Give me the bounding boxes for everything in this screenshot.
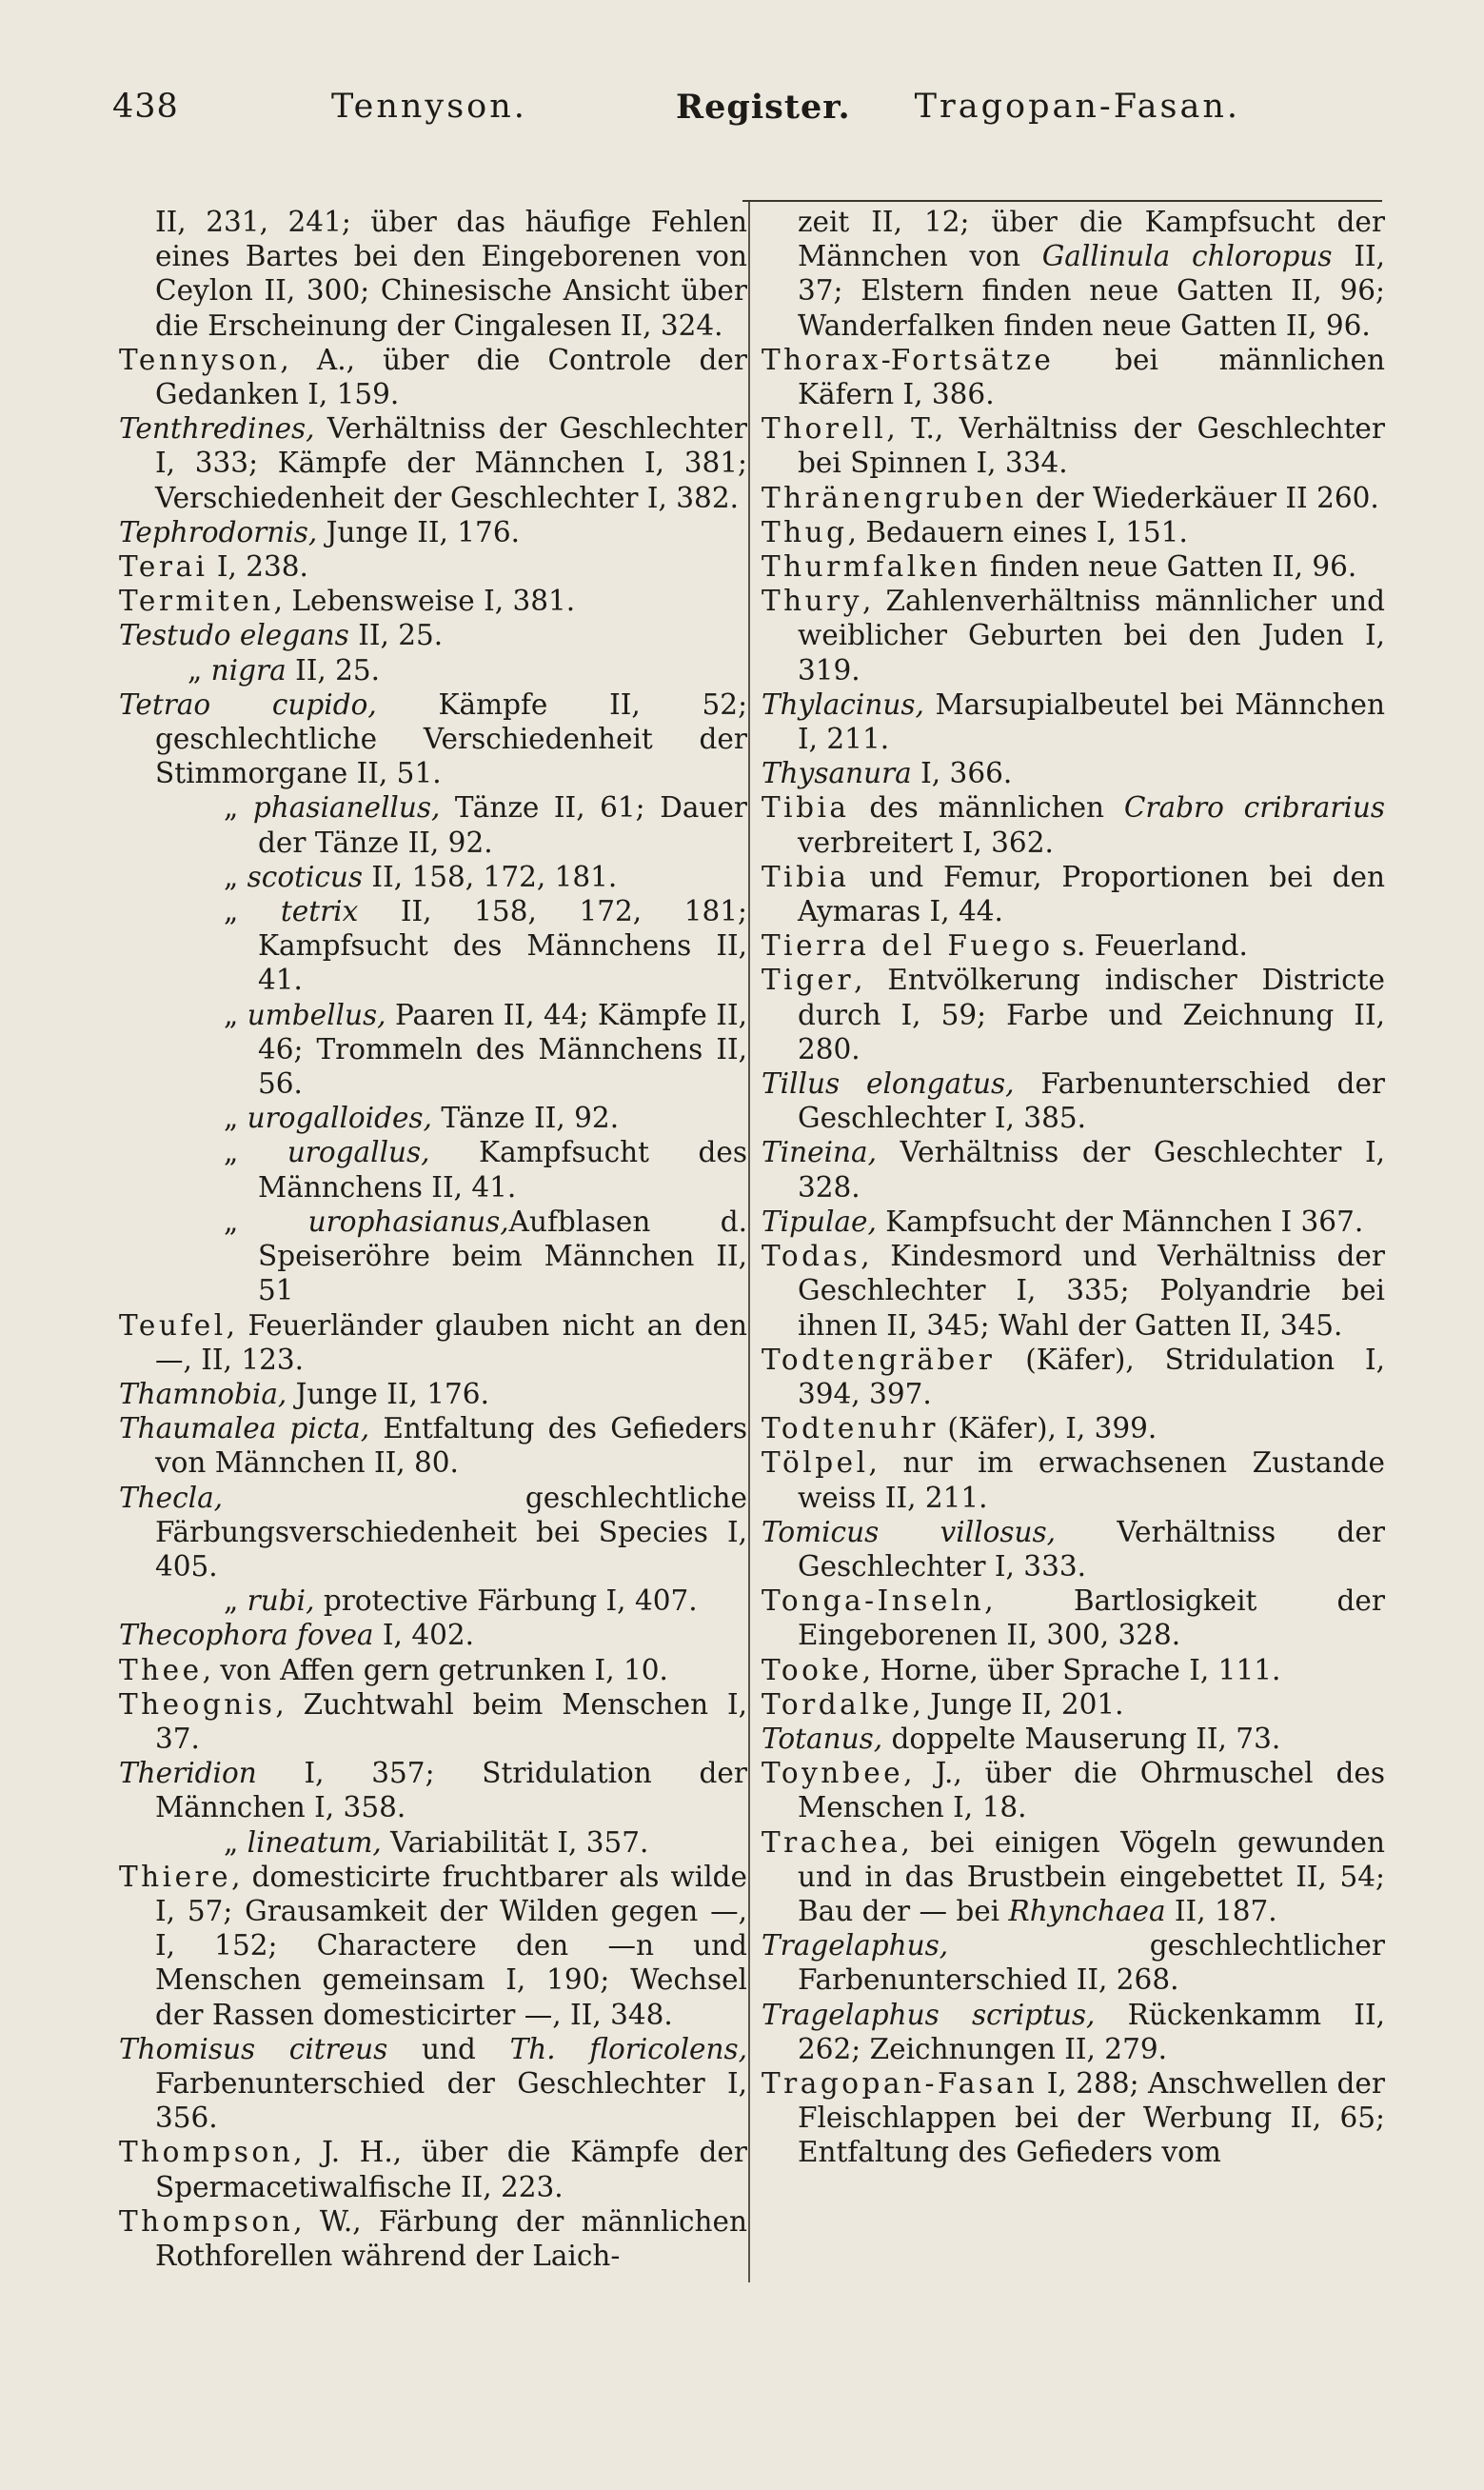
entry-italic-term: Theridion [119,1757,257,1790]
entry-text: , Kindesmord und Verhältniss der Geschlechter I, 335; Polyandrie bei ihnen II, 345; Wahl der Gatten II, 345. [798,1240,1385,1342]
entry-text: , Lebensweise I, 381. [273,585,576,618]
index-entry [762,515,1385,549]
index-entry [119,618,747,652]
entry-headword: Termiten [119,585,274,618]
entry-text: Aufblasen d. Speiseröhre beim Männchen II, 51 [258,1205,747,1307]
entry-headword: Thorax [762,343,881,376]
index-entry [762,1066,1385,1135]
entry-headword: Tölpel [762,1446,869,1480]
entry-italic-term: nigra [210,653,287,687]
index-entry [762,687,1385,756]
entry-italic-term: Rhynchaea [1008,1894,1166,1927]
entry-headword: Trachea [762,1825,901,1859]
entry-italic-term: Thecla, [119,1481,224,1514]
index-entry [762,860,1385,928]
entry-text: „ [224,895,281,928]
entry-text: „ [224,1825,247,1859]
index-entry [762,1584,1385,1652]
entry-text: Kämpfe II, 52; geschlechtliche Verschiedenheit der Stimmorgane II, 51. [155,687,748,790]
entry-text: bei männlichen Käfern I, 386. [798,343,1385,411]
index-entry [119,1860,747,2032]
entry-text: Tänze II, 61; Dauer der Tänze II, 92. [258,791,747,859]
index-entry [119,687,747,791]
entry-text: , Zuchtwahl beim Menschen I, 37. [155,1687,747,1755]
index-entry [119,1411,747,1480]
entry-text: zeit II, 12; über die Kampfsucht der Männchen von [798,206,1385,273]
entry-italic-term: phasianellus, [252,791,441,825]
entry-text: „ [188,653,211,687]
index-entry [119,2135,747,2203]
entry-text: Verhältniss der Geschlechter I, 328. [798,1136,1385,1204]
entry-headword: Theognis [119,1687,276,1721]
entry-italic-term: rubi, [247,1584,315,1618]
entry-text: und [387,2032,510,2065]
index-entry [119,2032,747,2136]
entry-text: I, 288; Anschwellen der Fleischlappen bei der Werbung II, 65; Entfaltung des Gefieders vom [798,2066,1385,2169]
entry-headword: Thompson [119,2136,294,2169]
index-entry [762,1928,1385,1997]
entry-text: , Entvölkerung indischer Districte durch I, 59; Farbe und Zeichnung II, 280. [798,964,1385,1066]
index-subentry [119,894,747,998]
index-entry [119,584,747,618]
entry-italic-term: Tragelaphus, [762,1929,949,1962]
entry-italic-term: urophasianus, [307,1205,509,1238]
entry-headword: Fortsätze [890,343,1055,376]
entry-text: s. Feuerland. [1053,929,1248,963]
index-entry [119,1653,747,1687]
entry-italic-term: Th. floricolens, [509,2032,747,2065]
entry-headword: Tordalke [762,1687,913,1721]
entry-italic-term: Tenthredines, [119,412,315,446]
entry-text: , Feuerländer glauben nicht an den —, II, 123. [155,1308,747,1376]
entry-italic-term: umbellus, [247,998,386,1031]
entry-text: , von Affen gern getrunken I, 10. [202,1653,668,1686]
entry-italic-term: Thaumalea picta, [119,1412,370,1445]
entry-italic-term: urogalloides, [247,1102,432,1135]
entry-text: „ [224,1205,308,1238]
entry-text: II, 187. [1165,1894,1277,1927]
entry-text: „ [224,998,247,1031]
index-subentry [119,1101,747,1135]
entry-text: Marsupialbeutel bei Männchen I, 211. [798,687,1385,756]
entry-text: , A., über die Controle der Gedanken I, 159. [155,343,747,411]
continued-entry [119,205,747,343]
entry-text: des männlichen [849,791,1124,825]
entry-text: , Horne, über Sprache I, 111. [861,1653,1281,1686]
index-entry [762,481,1385,515]
index-entry [762,1515,1385,1584]
index-entry [762,411,1385,480]
entry-text: , nur im erwachsenen Zustande weiss II, 211. [798,1446,1385,1514]
top-rule [742,200,1382,202]
entry-text: (Käfer), I, 399. [938,1412,1158,1445]
index-entry [762,1411,1385,1445]
entry-italic-term: Thecophora fovea [119,1619,374,1652]
entry-headword: Tonga-Inseln [762,1584,985,1618]
entry-headword: Todtengräber [762,1343,996,1376]
entry-italic-term: Crabro cribrarius [1123,791,1385,825]
entry-italic-term: Thomisus citreus [119,2032,388,2065]
index-entry [762,1239,1385,1343]
index-entry [762,756,1385,790]
index-entry [762,1205,1385,1239]
entry-headword: Todas [762,1240,861,1273]
entry-text: finden neue Gatten II, 96. [980,550,1357,584]
entry-headword: Thompson [119,2204,294,2238]
entry-headword: Thiere [119,1860,232,1893]
continued-entry [762,205,1385,343]
entry-text: , T., Verhältniss der Geschlechter bei Spinnen I, 334. [798,412,1385,480]
entry-italic-term: Totanus, [762,1722,883,1755]
left-column [119,205,747,2273]
index-entry [762,343,1385,411]
entry-headword: Toynbee [762,1757,904,1790]
entry-text: , domesticirte fruchtbarer als wilde I, 57; Grausamkeit der Wilden gegen —, I, 152; Charactere den —n und Menschen gemeinsam I, 190; Wechsel der Rassen domesticirter —, II, 348. [155,1860,747,2031]
index-entry [119,411,747,515]
index-entry [762,1722,1385,1756]
entry-text: Entfaltung des Gefieders von Männchen II, 80. [155,1412,748,1480]
entry-text: , Bedauern eines I, 151. [847,515,1188,548]
entry-italic-term: tetrix [280,895,359,928]
index-entry [762,963,1385,1066]
entry-text: „ [224,1136,287,1169]
index-entry [119,1756,747,1824]
entry-headword: Tibia [762,791,850,825]
entry-text: „ [224,860,247,893]
entry-text: I, 357; Stridulation der Männchen I, 358. [155,1757,747,1824]
entry-italic-term: Tetrao cupido, [119,687,377,721]
entry-text: Kampfsucht des Männchens II, 41. [258,1136,747,1204]
entry-italic-term: Tineina, [762,1136,877,1169]
entry-text: „ [224,1102,247,1135]
index-entry [762,1998,1385,2066]
entry-headword: Tooke [762,1653,862,1686]
entry-italic-term: lineatum, [247,1825,382,1859]
entry-headword: Tibia [762,860,850,893]
entry-text: II, 25. [348,619,444,652]
index-subentry [119,1584,747,1618]
left-running-head: Tennyson. [331,88,527,126]
entry-text: Variabilität I, 357. [381,1825,649,1859]
entry-headword: Thränengruben [762,481,1027,514]
index-entry [762,1687,1385,1722]
column-divider [748,202,750,2282]
entry-text: doppelte Mauserung II, 73. [882,1722,1281,1755]
entry-text: II, 37; Elstern finden neue Gatten II, 96; Wanderfalken finden neue Gatten II, 96. [798,240,1386,342]
entry-italic-term: Thylacinus, [762,687,924,721]
entry-italic-term: urogallus, [287,1136,430,1169]
index-entry [119,1481,747,1584]
entry-text: Farbenunterschied der Geschlechter I, 356. [155,2066,747,2135]
entry-italic-term: Tragelaphus scriptus, [762,1998,1096,2031]
index-entry [762,1756,1385,1824]
entry-text: protective Färbung I, 407. [314,1584,698,1618]
entry-text: Verhältniss der Geschlechter I, 333; Kämpfe der Männchen I, 381; Verschiedenheit der Geschlechter I, 382. [155,412,747,514]
entry-headword: Tiger [762,964,855,997]
entry-text: II, 158, 172, 181; Kampfsucht des Männchens II, 41. [258,895,747,997]
entry-italic-term: Thamnobia, [119,1377,287,1410]
index-entry [762,1825,1385,1929]
entry-headword: Thug [762,515,848,548]
entry-text: , J., über die Ohrmuschel des Menschen I, 18. [798,1757,1385,1824]
entry-text: II, 158, 172, 181. [363,860,618,893]
index-entry [119,1308,747,1377]
entry-text: verbreitert I, 362. [798,826,1054,859]
index-subentry [119,998,747,1102]
index-subentry [119,1825,747,1860]
entry-text: II, 231, 241; über das häufige Fehlen eines Bartes bei den Eingeborenen von Ceylon II, 300; Chinesische Ansicht über die Erscheinung der Cingalesen II, 324. [155,206,747,342]
right-column [762,205,1385,2170]
entry-headword: Tierra del Fuego [762,929,1054,963]
entry-headword: Thee [119,1653,203,1686]
index-entry [762,790,1385,859]
entry-text: Junge II, 176. [287,1377,489,1410]
entry-text: - [881,343,891,376]
entry-headword: Teufel [119,1308,227,1342]
entry-text: Verhältniss der Geschlechter I, 333. [798,1515,1385,1583]
index-entry [119,515,747,549]
entry-text: Farbenunterschied der Geschlechter I, 385. [798,1067,1385,1135]
center-running-head: Register. [676,88,851,127]
entry-text: Kampfsucht der Männchen I 367. [876,1205,1364,1238]
entry-headword: Tennyson [119,343,281,376]
page-header [112,88,1240,135]
entry-text: (Käfer), Stridulation I, 394, 397. [798,1343,1385,1410]
index-subentry [119,1205,747,1308]
entry-headword: Terai [119,550,208,584]
entry-text: „ [224,791,253,825]
entry-italic-term: Gallinula chloropus [1041,240,1333,273]
entry-italic-term: Tillus elongatus, [762,1067,1015,1101]
entry-text: I, 402. [373,1619,474,1652]
entry-text: , Junge II, 201. [912,1687,1124,1721]
entry-italic-term: Testudo elegans [119,619,349,652]
index-subentry [119,1135,747,1204]
index-entry [119,343,747,411]
index-entry [119,1377,747,1411]
entry-headword: Thury [762,585,862,618]
entry-text: , bei einigen Vögeln gewunden und in das Brustbein eingebettet II, 54; Bau der — bei [798,1825,1385,1927]
entry-text: Rückenkamm II, 262; Zeichnungen II, 279. [798,1998,1385,2065]
entry-text: II, 25. [286,653,381,687]
index-subentry [119,653,747,687]
entry-text: , W., Färbung der männlichen Rothforellen während der Laich- [155,2204,747,2272]
right-running-head: Tragopan-Fasan. [914,88,1240,126]
entry-text: I, 366. [911,757,1013,790]
entry-text: I, 238. [208,550,308,584]
index-entry [762,1343,1385,1411]
entry-text: der Wiederkäuer II 260. [1026,481,1379,514]
entry-italic-term: Tipulae, [762,1205,877,1238]
entry-italic-term: scoticus [247,860,364,893]
entry-text: , Bartlosigkeit der Eingeborenen II, 300, 328. [798,1584,1385,1652]
page-number: 438 [112,88,179,126]
entry-italic-term: Thysanura [762,757,912,790]
index-entry [762,1445,1385,1514]
entry-italic-term: Tomicus villosus, [762,1515,1056,1548]
index-entry [762,2066,1385,2170]
index-entry [119,1687,747,1756]
entry-italic-term: Tephrodornis, [119,515,318,548]
index-subentry [119,860,747,894]
index-subentry [119,790,747,859]
entry-text: , Zahlenverhältniss männlicher und weiblicher Geburten bei den Juden I, 319. [798,585,1385,687]
index-entry [762,584,1385,687]
entry-text: geschlechtliche Färbungsverschiedenheit bei Species I, 405. [155,1481,747,1583]
entry-text: Paaren II, 44; Kämpfe II, 46; Trommeln des Männchens II, 56. [258,998,747,1101]
index-entry [119,1618,747,1652]
index-entry [119,2204,747,2273]
entry-headword: Thurmfalken [762,550,981,584]
index-entry [762,1653,1385,1687]
entry-text: geschlechtlicher Farbenunterschied II, 268. [798,1929,1385,1997]
entry-text: , J. H., über die Kämpfe der Spermacetiwalfische II, 223. [155,2136,747,2203]
entry-headword: Thorell [762,412,887,446]
entry-text: „ [224,1584,247,1618]
entry-text: und Femur, Proportionen bei den Aymaras I, 44. [798,860,1385,928]
entry-headword: Tragopan-Fasan [762,2066,1039,2100]
entry-text: Tänze II, 92. [431,1102,620,1135]
entry-text: Junge II, 176. [317,515,520,548]
entry-headword: Todtenuhr [762,1412,939,1445]
index-entry [762,1135,1385,1204]
index-entry [762,549,1385,584]
index-entry [119,549,747,584]
index-entry [762,928,1385,963]
